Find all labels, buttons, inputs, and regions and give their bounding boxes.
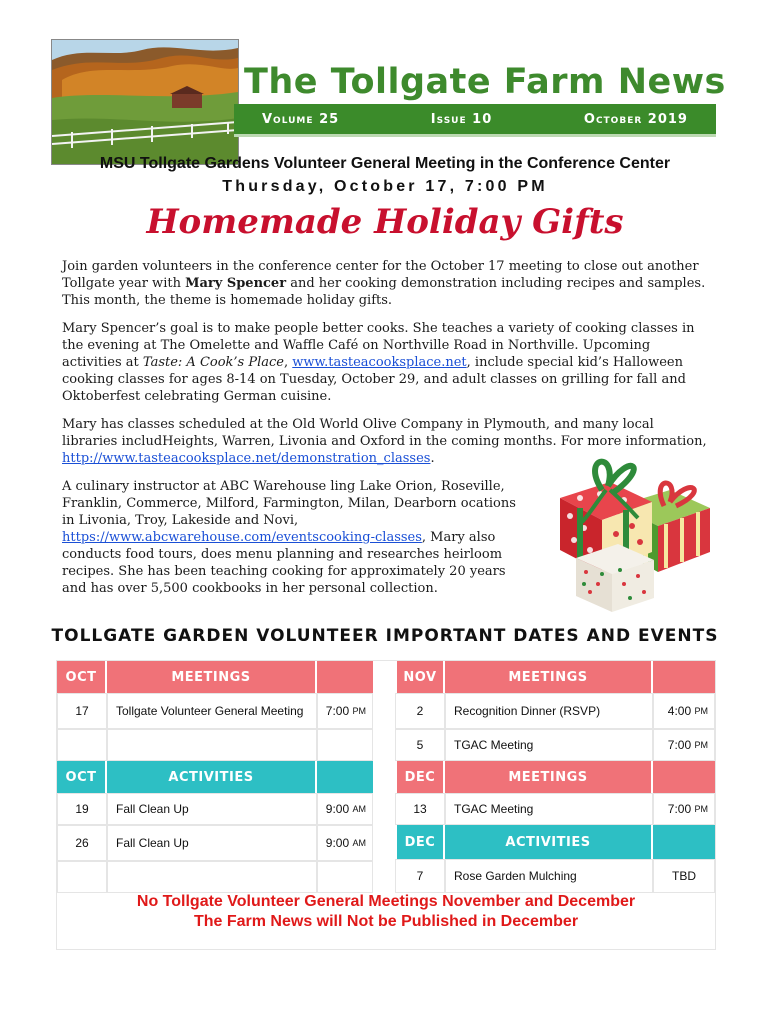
empty-cell bbox=[107, 861, 317, 893]
masthead-bar bbox=[234, 104, 716, 134]
dec-meeting-ampm: PM bbox=[694, 804, 708, 814]
oct-meeting-day: 17 bbox=[57, 693, 107, 729]
article-paragraph-4 bbox=[62, 478, 532, 597]
p1-rest: and her cooking demonstration including recipes and samples. This month, the theme is homemade holiday gifts. bbox=[62, 276, 706, 308]
p4-text-b: , Mary also conducts food tours, does menu planning and researches heirloom recipes. She has been teaching cooking for approximately 20 years and has over 5,500 cookbooks in her personal collection. bbox=[62, 530, 506, 596]
nov-meeting-time-value: 7:00 bbox=[667, 738, 692, 752]
dec-meetings-time-header bbox=[653, 761, 715, 793]
volume-label: Volume 25 bbox=[262, 111, 340, 127]
oct-meeting-ampm: PM bbox=[352, 706, 366, 716]
notice-line-2: The Farm News will Not be Published in December bbox=[193, 913, 579, 930]
nov-meetings-heading: MEETINGS bbox=[445, 661, 651, 693]
nov-meeting-time-value: 4:00 bbox=[667, 704, 692, 718]
dec-activities-time-header bbox=[653, 825, 715, 859]
dec-meeting-time bbox=[653, 793, 715, 825]
oct-activity-day: 26 bbox=[57, 825, 107, 861]
date-label: October 2019 bbox=[583, 111, 688, 127]
p3-text-a: Mary has classes scheduled at the Old World Olive Company in Plymouth, and many local libraries includHeights, Warren, Livonia and Oxford in the coming months. For more information, bbox=[62, 417, 707, 449]
nov-meeting-event: Recognition Dinner (RSVP) bbox=[445, 693, 653, 729]
p2-italic: Taste: A Cook’s Place bbox=[142, 355, 284, 370]
nov-meetings-time-header bbox=[653, 661, 715, 693]
dec-activity-time: TBD bbox=[653, 859, 715, 893]
empty-cell bbox=[317, 729, 373, 761]
dec-activities-month: DEC bbox=[397, 825, 443, 859]
events-section-title: TOLLGATE GARDEN VOLUNTEER IMPORTANT DATES AND EVENTS bbox=[51, 626, 719, 646]
dec-activities-heading: ACTIVITIES bbox=[445, 825, 651, 859]
oct-activities-heading: ACTIVITIES bbox=[107, 761, 315, 793]
issue-label: Issue 10 bbox=[430, 111, 493, 127]
oct-meetings-time-header bbox=[317, 661, 373, 693]
oct-activity-day: 19 bbox=[57, 793, 107, 825]
oct-meetings-month: OCT bbox=[57, 661, 105, 693]
article-paragraph-2 bbox=[62, 320, 710, 405]
gift-boxes-illustration bbox=[540, 446, 720, 616]
tasteacooksplace-link[interactable]: www.tasteacooksplace.net bbox=[292, 355, 467, 370]
meeting-datetime bbox=[0, 178, 770, 196]
nov-meeting-time bbox=[653, 729, 715, 761]
meeting-location: MSU Tollgate Gardens Volunteer General Meeting in the Conference Center bbox=[99, 155, 671, 172]
empty-cell bbox=[57, 861, 107, 893]
p2-text-b: , bbox=[283, 355, 293, 370]
oct-activity-ampm: AM bbox=[352, 838, 366, 848]
oct-activity-time bbox=[317, 793, 373, 825]
nov-meeting-day: 2 bbox=[395, 693, 445, 729]
p2-text-a: Mary Spencer’s goal is to make people better cooks. She teaches a variety of cooking classes in the evening at The Omelette and Waffle Café on Northville Road in Northville. Upcoming activities at bbox=[62, 321, 695, 370]
oct-activity-event: Fall Clean Up bbox=[107, 825, 317, 861]
oct-activity-time-value: 9:00 bbox=[325, 802, 350, 816]
notice-box bbox=[56, 892, 716, 932]
empty-cell bbox=[107, 729, 317, 761]
oct-activity-event: Fall Clean Up bbox=[107, 793, 317, 825]
oct-activity-ampm: AM bbox=[352, 804, 366, 814]
empty-cell bbox=[317, 861, 373, 893]
p3-text-b: . bbox=[430, 451, 435, 466]
oct-activity-time bbox=[317, 825, 373, 861]
oct-meeting-time-value: 7:00 bbox=[325, 704, 350, 718]
nov-meeting-time bbox=[653, 693, 715, 729]
nov-meeting-ampm: PM bbox=[694, 706, 708, 716]
oct-activities-time-header bbox=[317, 761, 373, 793]
dec-meeting-event: TGAC Meeting bbox=[445, 793, 653, 825]
oct-meeting-event: Tollgate Volunteer General Meeting bbox=[107, 693, 317, 729]
oct-meeting-time bbox=[317, 693, 373, 729]
farm-photo bbox=[52, 40, 238, 164]
dec-activity-day: 7 bbox=[395, 859, 445, 893]
article-headline: Homemade Holiday Gifts bbox=[146, 202, 624, 242]
nov-meetings-month: NOV bbox=[397, 661, 443, 693]
oct-meetings-heading: MEETINGS bbox=[107, 661, 315, 693]
oct-activities-month: OCT bbox=[57, 761, 105, 793]
p2-text-c: , include special kid’s Halloween cooking classes for ages 8-14 on Tuesday, October 29, and adult classes on grilling for fall and Oktoberfest celebrating German cuisine. bbox=[62, 355, 686, 404]
masthead-bar-shadow bbox=[234, 134, 716, 137]
p1-text: Join garden volunteers in the conference center for the October 17 meeting to close out another Tollgate year with bbox=[62, 259, 699, 291]
abcwarehouse-link[interactable]: https://www.abcwarehouse.com/eventscooking-classes bbox=[62, 530, 422, 545]
demonstration-classes-link[interactable]: http://www.tasteacooksplace.net/demonstration_classes bbox=[62, 451, 431, 466]
dec-meetings-month: DEC bbox=[397, 761, 443, 793]
meeting-datetime-text: Thursday, October 17, 7:00 PM bbox=[222, 178, 548, 195]
oct-activity-time-value: 9:00 bbox=[325, 836, 350, 850]
nov-meeting-event: TGAC Meeting bbox=[445, 729, 653, 761]
empty-cell bbox=[57, 729, 107, 761]
dec-meeting-day: 13 bbox=[395, 793, 445, 825]
nov-meeting-day: 5 bbox=[395, 729, 445, 761]
dec-meetings-heading: MEETINGS bbox=[445, 761, 651, 793]
p4-text-a: A culinary instructor at ABC Warehouse ling Lake Orion, Roseville, Franklin, Commerce, Milford, Farmington, Milan, Dearborn ocations in Livonia, Troy, Lakeside and Novi, bbox=[62, 479, 516, 528]
notice-line-1: No Tollgate Volunteer General Meetings November and December bbox=[136, 893, 636, 910]
article-paragraph-1 bbox=[62, 258, 710, 309]
newsletter-title: The Tollgate Farm News bbox=[244, 62, 726, 102]
p1-bold-name: Mary Spencer bbox=[185, 276, 287, 291]
dec-meeting-time-value: 7:00 bbox=[667, 802, 692, 816]
nov-meeting-ampm: PM bbox=[694, 740, 708, 750]
dec-activity-event: Rose Garden Mulching bbox=[445, 859, 653, 893]
